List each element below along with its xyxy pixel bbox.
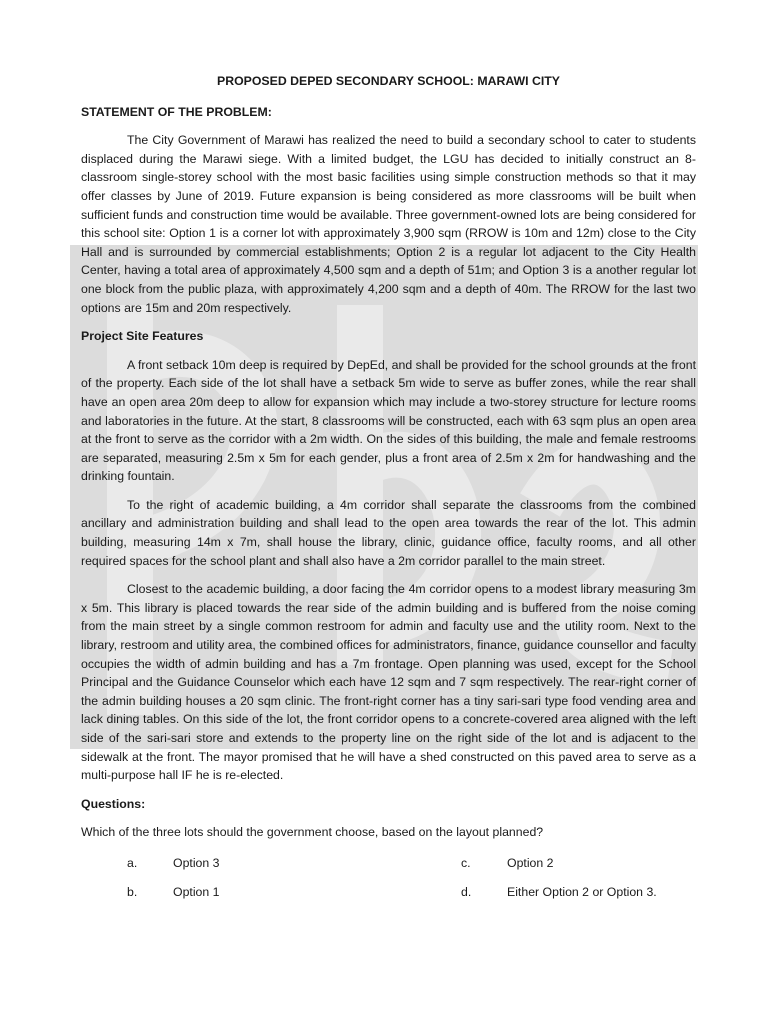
document-title: PROPOSED DEPED SECONDARY SCHOOL: MARAWI CITY [217,74,560,88]
option-text: Option 1 [173,884,220,899]
features-paragraph: Closest to the academic building, a door facing the 4m corridor opens to a modest library measuring 3m x 5m. This library is placed towards the rear side of the admin building and is buffered from the noise coming from the main street by a single common restroom for admin and faculty use and the utility room. Next to the library, restroom and utility area, the combined offices for administrators, finance, guidance counsellor and faculty occupies the width of admin building and has a 7m frontage. Open planning was used, except for the School Principal and the Guidance Counselor which each have 12 sqm and 7 sqm respectively. The rear-right corner of the admin building houses a 20 sqm clinic. The front-right corner has a tiny sari-sari type food vending area and lack dining tables. On this side of the lot, the front corridor opens to a concrete-covered area aligned with the left side of the sari-sari store and extends to the property line on the right side of the lot and is adjacent to the sidewalk at the front. The mayor promised that he will have a shed constructed on this paved area to serve as a multi-purpose hall IF he is re-elected. [81,582,696,783]
features-paragraph: A front setback 10m deep is required by DepEd, and shall be provided for the school grounds at the front of the property. Each side of the lot shall have a setback 5m wide to serve as buffer zones, while the rear shall have an open area 20m deep to allow for expansion which may include a two-storey structure for lecture rooms and laboratories in the future. At the start, 8 classrooms will be constructed, each with 63 sqm plus an open area at the front to serve as the corridor with a 2m width. On the sides of this building, the male and female restrooms are separated, measuring 2.5m x 5m for each gender, plus a front area of 2.5m x 2m for handwashing and the drinking fountain. [81,357,696,484]
answer-options [127,854,696,901]
document-page [81,72,696,901]
option-text: Either Option 2 or Option 3. [507,884,657,899]
statement-heading: STATEMENT OF THE PROBLEM: [81,104,272,119]
option-letter: a. [127,855,138,870]
features-paragraph: To the right of academic building, a 4m corridor shall separate the classrooms from the combined ancillary and administration building and shall lead to the open area towards the rear of the lot. This admin building, measuring 14m x 7m, shall house the library, clinic, guidance office, faculty rooms, and all other required spaces for the school plant and shall also have a 2m corridor parallel to the main street. [81,497,696,568]
questions-heading: Questions: [81,796,146,811]
option-letter: c. [461,855,471,870]
statement-paragraph: The City Government of Marawi has realized the need to build a secondary school to cater to students displaced during the Marawi siege. With a limited budget, the LGU has decided to initially construct an 8-classroom single-storey school with the most basic facilities using simple construction methods so that it may offer classes by June of 2019. Future expansion is being considered as more classrooms will be built when sufficient funds and construction time would be available. Three government-owned lots are being considered for this school site: Option 1 is a corner lot with approximately 3,900 sqm (RROW is 10m and 12m) close to the City Hall and is surrounded by commercial establishments; Option 2 is a regular lot adjacent to the City Health Center, having a total area of approximately 4,500 sqm and a depth of 51m; and Option 3 is a another regular lot one block from the public plaza, with approximately 4,200 sqm and a depth of 40m. The RROW for the last two options are 15m and 20m respectively. [81,133,696,315]
option-text: Option 2 [507,855,554,870]
option-letter: b. [127,884,138,899]
features-heading: Project Site Features [81,329,204,344]
option-text: Option 3 [173,855,220,870]
option-letter: d. [461,884,472,899]
question-text: Which of the three lots should the government choose, based on the layout planned? [81,825,544,840]
